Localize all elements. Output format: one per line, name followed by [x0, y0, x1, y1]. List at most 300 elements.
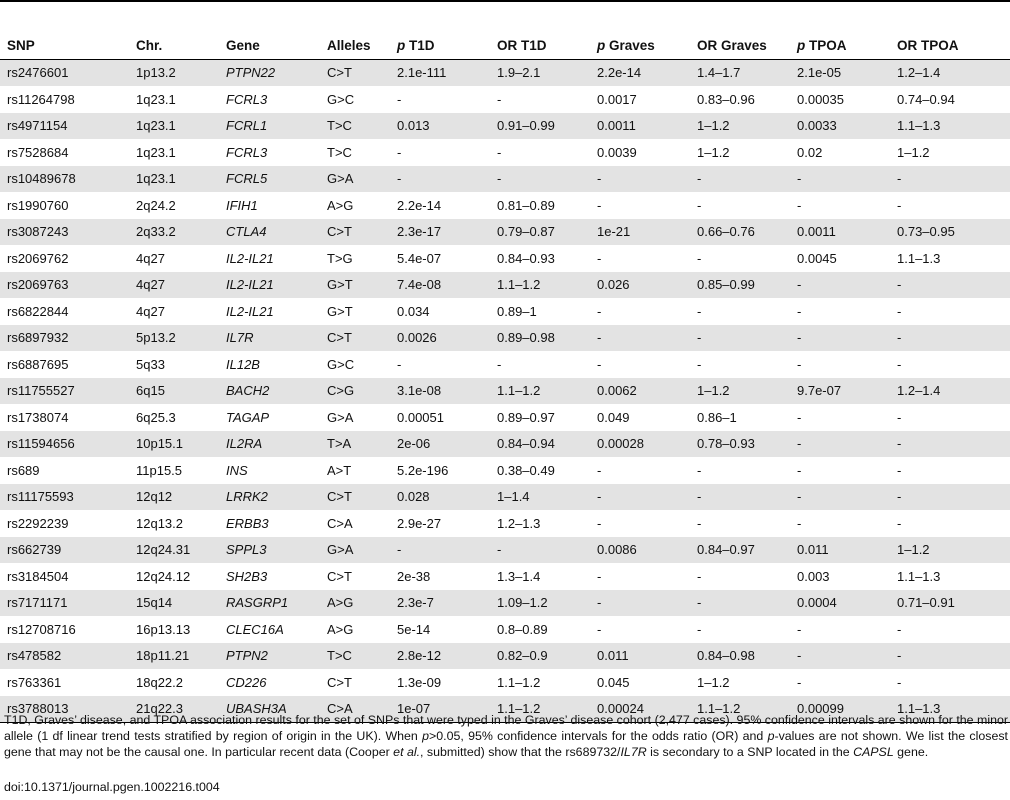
table-row [0, 590, 1010, 617]
cell-p-tpoa: - [790, 457, 890, 484]
cell-snp: rs11755527 [0, 378, 129, 405]
cell-p-tpoa: 0.003 [790, 563, 890, 590]
cell-chr: 4q27 [129, 245, 219, 272]
cell-p-graves: - [590, 457, 690, 484]
cell-snp: rs2069763 [0, 272, 129, 299]
table-header-row [0, 31, 1010, 60]
cell-or-t1d: 1.1–1.2 [490, 378, 590, 405]
cell-or-graves: 1–1.2 [690, 113, 790, 140]
doi-link[interactable]: doi:10.1371/journal.pgen.1002216.t004 [4, 780, 220, 794]
cell-p-graves: 0.0086 [590, 537, 690, 564]
cell-or-tpoa: 1–1.2 [890, 537, 1010, 564]
cell-chr: 18q22.2 [129, 669, 219, 696]
cell-gene: PTPN22 [219, 60, 320, 87]
column-header-p-tpoa [790, 31, 890, 60]
caption-etal-italic: et al. [393, 745, 421, 759]
cell-gene: IL12B [219, 351, 320, 378]
cell-or-graves: 1–1.2 [690, 669, 790, 696]
cell-chr: 1q23.1 [129, 139, 219, 166]
cell-chr: 5q33 [129, 351, 219, 378]
cell-or-graves: - [690, 298, 790, 325]
cell-gene: FCRL3 [219, 86, 320, 113]
cell-snp: rs1990760 [0, 192, 129, 219]
cell-gene: FCRL3 [219, 139, 320, 166]
cell-or-graves: 1.4–1.7 [690, 60, 790, 87]
cell-or-t1d: 1–1.4 [490, 484, 590, 511]
cell-p-tpoa: - [790, 616, 890, 643]
caption-text: is secondary to a SNP located in the [646, 745, 854, 759]
cell-snp: rs7528684 [0, 139, 129, 166]
cell-alleles: A>G [320, 616, 390, 643]
cell-p-graves: 0.00028 [590, 431, 690, 458]
caption-p-italic: p [767, 729, 775, 743]
cell-or-t1d: 0.84–0.93 [490, 245, 590, 272]
cell-p-tpoa: 0.0045 [790, 245, 890, 272]
header-p-italic: p [397, 37, 406, 53]
cell-alleles: C>T [320, 484, 390, 511]
cell-alleles: A>G [320, 192, 390, 219]
cell-or-tpoa: - [890, 272, 1010, 299]
cell-or-tpoa: - [890, 510, 1010, 537]
cell-or-graves: 1–1.2 [690, 139, 790, 166]
cell-alleles: G>T [320, 272, 390, 299]
cell-p-t1d: 1.3e-09 [390, 669, 490, 696]
cell-p-tpoa: 2.1e-05 [790, 60, 890, 87]
cell-or-graves: 0.84–0.97 [690, 537, 790, 564]
table-caption [4, 712, 1008, 760]
cell-p-t1d: 0.034 [390, 298, 490, 325]
cell-or-t1d: 1.2–1.3 [490, 510, 590, 537]
table-top-rule [0, 0, 1010, 2]
cell-gene: UBASH3A [219, 696, 320, 723]
cell-or-graves: 0.83–0.96 [690, 86, 790, 113]
cell-or-t1d: - [490, 166, 590, 193]
table-row [0, 510, 1010, 537]
table-row [0, 219, 1010, 246]
cell-p-t1d: - [390, 351, 490, 378]
cell-or-tpoa: - [890, 298, 1010, 325]
cell-gene: CTLA4 [219, 219, 320, 246]
cell-chr: 1q23.1 [129, 86, 219, 113]
cell-p-t1d: 2e-06 [390, 431, 490, 458]
cell-alleles: A>T [320, 457, 390, 484]
cell-p-graves: 1e-21 [590, 219, 690, 246]
caption-text: T1D, Graves’ disease, and TPOA association results for the set of SNPs that were typed in the Graves’ disease cohort (2,477 cases). 95% confidence intervals are shown for the minor allele (1 df linear trend tests stratified by region of origin in the UK). When [4, 713, 1008, 743]
table-row [0, 457, 1010, 484]
cell-p-graves: - [590, 484, 690, 511]
cell-p-tpoa: 9.7e-07 [790, 378, 890, 405]
caption-p-italic: p [422, 729, 429, 743]
cell-p-t1d: 2.2e-14 [390, 192, 490, 219]
caption-text: -values are not shown. We list the closest gene that may not be the causal one. In particular recent data (Cooper [4, 729, 1008, 759]
caption-text: gene. [893, 745, 929, 759]
cell-alleles: C>T [320, 60, 390, 87]
cell-p-t1d: 0.013 [390, 113, 490, 140]
table-body [0, 60, 1010, 723]
cell-chr: 4q27 [129, 298, 219, 325]
cell-alleles: T>C [320, 113, 390, 140]
cell-snp: rs689 [0, 457, 129, 484]
cell-p-graves: - [590, 351, 690, 378]
cell-or-tpoa: 1.1–1.3 [890, 696, 1010, 723]
cell-snp: rs2069762 [0, 245, 129, 272]
cell-snp: rs4971154 [0, 113, 129, 140]
cell-or-t1d: - [490, 86, 590, 113]
header-label: OR TPOA [897, 37, 959, 53]
cell-snp: rs12708716 [0, 616, 129, 643]
cell-p-tpoa: 0.0011 [790, 219, 890, 246]
cell-p-graves: 0.0062 [590, 378, 690, 405]
cell-p-t1d: 7.4e-08 [390, 272, 490, 299]
cell-or-tpoa: 1.2–1.4 [890, 378, 1010, 405]
table-row [0, 166, 1010, 193]
caption-text: , submitted) show that the rs689732/ [420, 745, 621, 759]
cell-snp: rs2476601 [0, 60, 129, 87]
cell-or-t1d: 0.38–0.49 [490, 457, 590, 484]
cell-or-graves: 1–1.2 [690, 378, 790, 405]
cell-or-t1d: 1.3–1.4 [490, 563, 590, 590]
caption-gene-italic: CAPSL [853, 745, 894, 759]
cell-gene: IL2-IL21 [219, 272, 320, 299]
cell-or-tpoa: - [890, 192, 1010, 219]
cell-or-graves: - [690, 563, 790, 590]
cell-p-graves: - [590, 325, 690, 352]
cell-p-t1d: 0.028 [390, 484, 490, 511]
cell-or-t1d: 0.82–0.9 [490, 643, 590, 670]
cell-or-graves: 0.78–0.93 [690, 431, 790, 458]
cell-p-tpoa: 0.0033 [790, 113, 890, 140]
table-row [0, 669, 1010, 696]
column-header-or-t1d [490, 31, 590, 60]
cell-p-graves: - [590, 510, 690, 537]
table-row [0, 139, 1010, 166]
cell-p-t1d: 5e-14 [390, 616, 490, 643]
cell-gene: PTPN2 [219, 643, 320, 670]
cell-or-graves: - [690, 351, 790, 378]
cell-p-tpoa: - [790, 404, 890, 431]
cell-or-graves: 0.84–0.98 [690, 643, 790, 670]
header-label: OR Graves [697, 37, 767, 53]
cell-p-t1d: 2e-38 [390, 563, 490, 590]
cell-p-tpoa: - [790, 192, 890, 219]
cell-or-t1d: - [490, 139, 590, 166]
cell-gene: BACH2 [219, 378, 320, 405]
cell-or-t1d: 0.91–0.99 [490, 113, 590, 140]
cell-gene: LRRK2 [219, 484, 320, 511]
caption-gene-italic: IL7R [620, 745, 647, 759]
cell-snp: rs6897932 [0, 325, 129, 352]
cell-chr: 5p13.2 [129, 325, 219, 352]
table-row [0, 192, 1010, 219]
table-row [0, 113, 1010, 140]
cell-or-t1d: 1.1–1.2 [490, 669, 590, 696]
cell-snp: rs10489678 [0, 166, 129, 193]
cell-or-tpoa: 1.2–1.4 [890, 60, 1010, 87]
cell-or-t1d: 0.81–0.89 [490, 192, 590, 219]
cell-gene: IL7R [219, 325, 320, 352]
column-header-snp [0, 31, 129, 60]
cell-or-tpoa: 1.1–1.3 [890, 563, 1010, 590]
cell-p-t1d: 5.2e-196 [390, 457, 490, 484]
cell-or-tpoa: 0.74–0.94 [890, 86, 1010, 113]
cell-p-t1d: 0.00051 [390, 404, 490, 431]
cell-p-graves: 0.00024 [590, 696, 690, 723]
cell-p-graves: 0.0039 [590, 139, 690, 166]
header-label: Gene [226, 37, 260, 53]
cell-alleles: G>C [320, 86, 390, 113]
table-row [0, 325, 1010, 352]
cell-or-tpoa: 0.73–0.95 [890, 219, 1010, 246]
cell-or-t1d: - [490, 537, 590, 564]
cell-p-tpoa: 0.011 [790, 537, 890, 564]
cell-alleles: T>G [320, 245, 390, 272]
cell-or-t1d: 1.09–1.2 [490, 590, 590, 617]
header-label: Chr. [136, 37, 163, 53]
column-header-p-t1d [390, 31, 490, 60]
cell-p-tpoa: - [790, 325, 890, 352]
cell-gene: SH2B3 [219, 563, 320, 590]
cell-snp: rs3184504 [0, 563, 129, 590]
cell-alleles: C>G [320, 378, 390, 405]
header-p-italic: p [597, 37, 606, 53]
cell-snp: rs2292239 [0, 510, 129, 537]
cell-or-graves: 0.66–0.76 [690, 219, 790, 246]
cell-p-tpoa: - [790, 484, 890, 511]
cell-or-t1d: 1.1–1.2 [490, 696, 590, 723]
cell-or-tpoa: 0.71–0.91 [890, 590, 1010, 617]
cell-chr: 16p13.13 [129, 616, 219, 643]
header-label: TPOA [805, 37, 847, 53]
cell-gene: INS [219, 457, 320, 484]
cell-or-t1d: 0.89–0.98 [490, 325, 590, 352]
association-table [0, 31, 1010, 723]
cell-or-graves: - [690, 484, 790, 511]
cell-or-t1d: 0.84–0.94 [490, 431, 590, 458]
cell-snp: rs11175593 [0, 484, 129, 511]
cell-or-graves: - [690, 616, 790, 643]
column-header-chr [129, 31, 219, 60]
cell-p-graves: - [590, 245, 690, 272]
cell-or-tpoa: 1.1–1.3 [890, 245, 1010, 272]
cell-chr: 18p11.21 [129, 643, 219, 670]
cell-p-graves: - [590, 590, 690, 617]
cell-or-t1d: 0.8–0.89 [490, 616, 590, 643]
cell-p-t1d: - [390, 86, 490, 113]
table-row [0, 245, 1010, 272]
cell-or-tpoa: - [890, 616, 1010, 643]
cell-alleles: G>A [320, 166, 390, 193]
cell-or-graves: - [690, 166, 790, 193]
cell-p-t1d: 3.1e-08 [390, 378, 490, 405]
cell-p-tpoa: - [790, 431, 890, 458]
cell-p-t1d: - [390, 166, 490, 193]
cell-chr: 1q23.1 [129, 166, 219, 193]
cell-or-graves: - [690, 510, 790, 537]
cell-p-graves: 0.0017 [590, 86, 690, 113]
cell-gene: IL2-IL21 [219, 298, 320, 325]
cell-p-graves: - [590, 166, 690, 193]
cell-snp: rs11594656 [0, 431, 129, 458]
cell-chr: 12q13.2 [129, 510, 219, 537]
cell-p-t1d: 2.3e-17 [390, 219, 490, 246]
header-label: T1D [405, 37, 435, 53]
cell-or-tpoa: 1.1–1.3 [890, 113, 1010, 140]
cell-or-tpoa: 1–1.2 [890, 139, 1010, 166]
cell-or-tpoa: - [890, 457, 1010, 484]
cell-gene: IL2RA [219, 431, 320, 458]
caption-text: >0.05, 95% confidence intervals for the odds ratio (OR) and [429, 729, 768, 743]
cell-p-t1d: - [390, 139, 490, 166]
cell-snp: rs1738074 [0, 404, 129, 431]
cell-alleles: C>A [320, 510, 390, 537]
cell-p-tpoa: - [790, 166, 890, 193]
cell-gene: ERBB3 [219, 510, 320, 537]
cell-snp: rs3087243 [0, 219, 129, 246]
column-header-p-graves [590, 31, 690, 60]
cell-p-tpoa: - [790, 351, 890, 378]
cell-p-graves: 2.2e-14 [590, 60, 690, 87]
cell-or-graves: - [690, 457, 790, 484]
cell-gene: RASGRP1 [219, 590, 320, 617]
cell-alleles: C>T [320, 325, 390, 352]
cell-or-t1d: 1.1–1.2 [490, 272, 590, 299]
cell-snp: rs662739 [0, 537, 129, 564]
cell-alleles: G>A [320, 537, 390, 564]
cell-or-t1d: 0.89–0.97 [490, 404, 590, 431]
cell-p-t1d: 1e-07 [390, 696, 490, 723]
cell-snp: rs7171171 [0, 590, 129, 617]
cell-p-t1d: 0.0026 [390, 325, 490, 352]
cell-p-tpoa: - [790, 272, 890, 299]
cell-p-graves: - [590, 563, 690, 590]
table-row [0, 404, 1010, 431]
table-row [0, 431, 1010, 458]
cell-gene: FCRL5 [219, 166, 320, 193]
cell-p-graves: 0.049 [590, 404, 690, 431]
cell-alleles: G>A [320, 404, 390, 431]
cell-alleles: C>T [320, 563, 390, 590]
column-header-or-graves [690, 31, 790, 60]
cell-chr: 12q24.31 [129, 537, 219, 564]
header-label: Graves [605, 37, 655, 53]
header-label: Alleles [327, 37, 371, 53]
column-header-alleles [320, 31, 390, 60]
cell-p-graves: - [590, 192, 690, 219]
cell-p-graves: - [590, 298, 690, 325]
cell-snp: rs478582 [0, 643, 129, 670]
table-row [0, 272, 1010, 299]
cell-p-t1d: 5.4e-07 [390, 245, 490, 272]
cell-gene: CD226 [219, 669, 320, 696]
table-row [0, 484, 1010, 511]
header-label: OR T1D [497, 37, 547, 53]
cell-alleles: A>G [320, 590, 390, 617]
cell-alleles: T>A [320, 431, 390, 458]
cell-p-t1d: 2.9e-27 [390, 510, 490, 537]
cell-snp: rs763361 [0, 669, 129, 696]
header-label: SNP [7, 37, 35, 53]
cell-p-graves: - [590, 616, 690, 643]
cell-snp: rs11264798 [0, 86, 129, 113]
cell-or-tpoa: - [890, 351, 1010, 378]
cell-chr: 1q23.1 [129, 113, 219, 140]
cell-p-graves: 0.045 [590, 669, 690, 696]
cell-or-tpoa: - [890, 484, 1010, 511]
table-row [0, 563, 1010, 590]
table-row [0, 351, 1010, 378]
cell-or-t1d: 0.89–1 [490, 298, 590, 325]
cell-or-graves: 0.85–0.99 [690, 272, 790, 299]
cell-or-graves: 0.86–1 [690, 404, 790, 431]
cell-chr: 6q15 [129, 378, 219, 405]
cell-or-tpoa: - [890, 325, 1010, 352]
cell-chr: 12q12 [129, 484, 219, 511]
cell-or-graves: - [690, 245, 790, 272]
table-row [0, 86, 1010, 113]
cell-or-tpoa: - [890, 669, 1010, 696]
cell-chr: 2q24.2 [129, 192, 219, 219]
cell-or-tpoa: - [890, 431, 1010, 458]
cell-p-tpoa: - [790, 669, 890, 696]
cell-or-t1d: 0.79–0.87 [490, 219, 590, 246]
table-row [0, 60, 1010, 87]
cell-chr: 4q27 [129, 272, 219, 299]
cell-chr: 21q22.3 [129, 696, 219, 723]
cell-chr: 12q24.12 [129, 563, 219, 590]
cell-p-t1d: - [390, 537, 490, 564]
column-header-gene [219, 31, 320, 60]
cell-p-tpoa: - [790, 643, 890, 670]
table-row [0, 643, 1010, 670]
cell-p-t1d: 2.1e-111 [390, 60, 490, 87]
cell-gene: CLEC16A [219, 616, 320, 643]
cell-p-graves: 0.011 [590, 643, 690, 670]
cell-p-tpoa: - [790, 510, 890, 537]
cell-or-graves: - [690, 325, 790, 352]
cell-gene: IFIH1 [219, 192, 320, 219]
cell-or-t1d: - [490, 351, 590, 378]
table-row [0, 298, 1010, 325]
cell-p-t1d: 2.8e-12 [390, 643, 490, 670]
cell-or-graves: - [690, 192, 790, 219]
cell-p-tpoa: 0.02 [790, 139, 890, 166]
cell-p-t1d: 2.3e-7 [390, 590, 490, 617]
cell-alleles: T>C [320, 643, 390, 670]
cell-alleles: G>T [320, 298, 390, 325]
cell-p-graves: 0.0011 [590, 113, 690, 140]
cell-p-tpoa: 0.00035 [790, 86, 890, 113]
table-row [0, 616, 1010, 643]
cell-chr: 6q25.3 [129, 404, 219, 431]
cell-p-graves: 0.026 [590, 272, 690, 299]
cell-or-graves: - [690, 590, 790, 617]
cell-gene: IL2-IL21 [219, 245, 320, 272]
cell-alleles: G>C [320, 351, 390, 378]
cell-alleles: C>T [320, 669, 390, 696]
cell-chr: 15q14 [129, 590, 219, 617]
cell-snp: rs6887695 [0, 351, 129, 378]
cell-gene: SPPL3 [219, 537, 320, 564]
cell-or-tpoa: - [890, 643, 1010, 670]
header-p-italic: p [797, 37, 806, 53]
column-header-or-tpoa [890, 31, 1010, 60]
cell-chr: 11p15.5 [129, 457, 219, 484]
cell-p-tpoa: 0.0004 [790, 590, 890, 617]
cell-snp: rs3788013 [0, 696, 129, 723]
cell-or-tpoa: - [890, 404, 1010, 431]
cell-gene: TAGAP [219, 404, 320, 431]
cell-alleles: T>C [320, 139, 390, 166]
